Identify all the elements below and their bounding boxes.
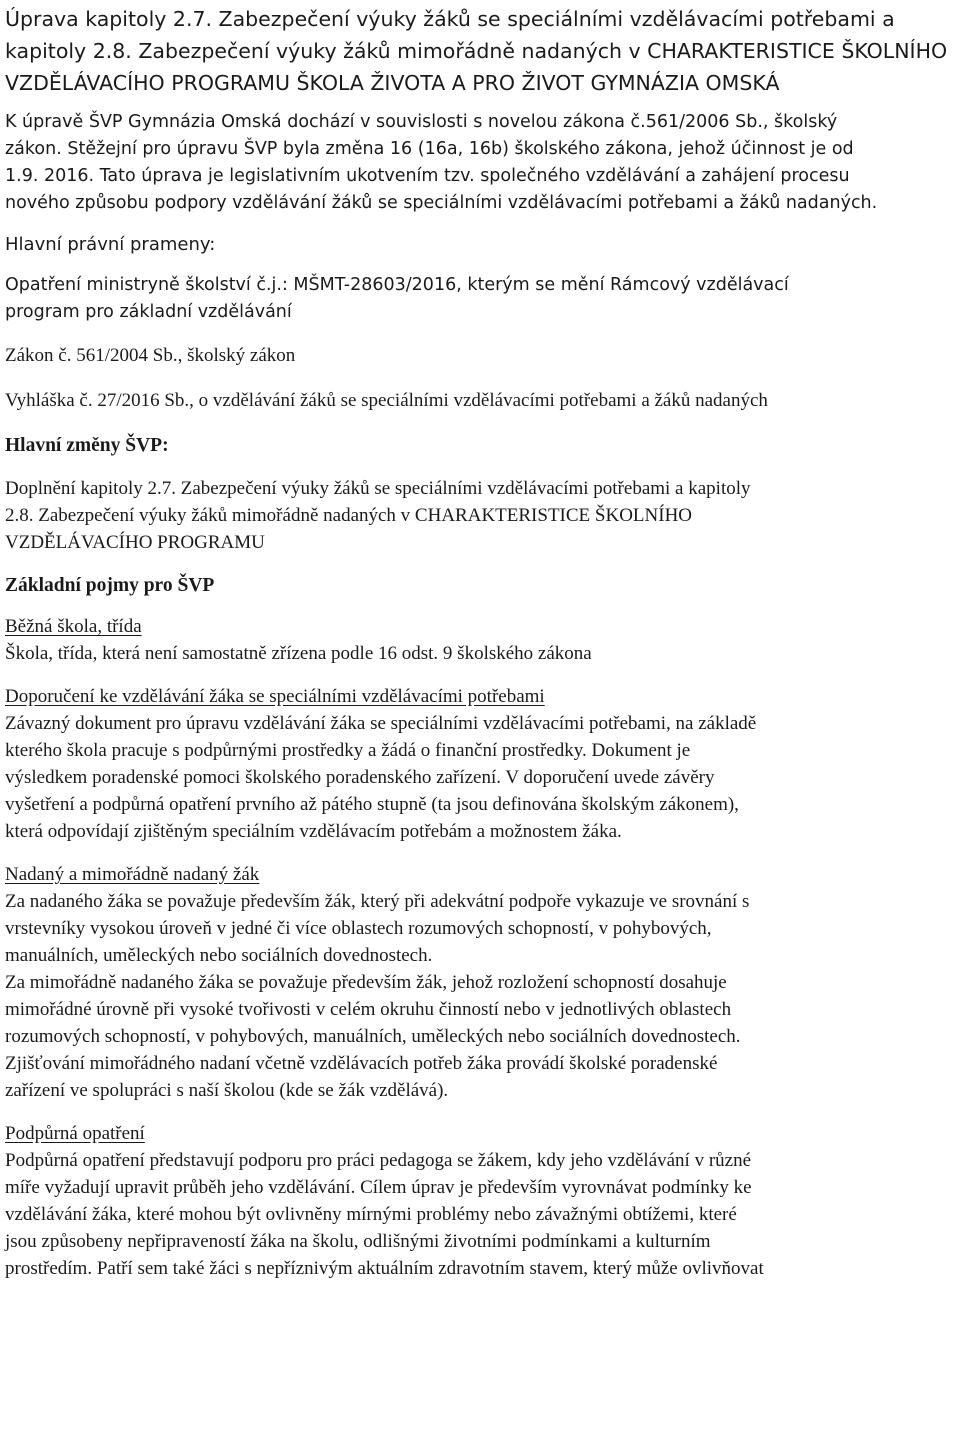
legal-source-line: program pro základní vzdělávání [5,302,292,322]
term-line: kterého škola pracuje s podpůrnými prostředky a žádá o finanční prostředky. Dokument je [5,740,691,761]
term-title: Běžná škola, třída [5,616,142,637]
legal-source-item: Zákon č. 561/2004 Sb., školský zákon [5,345,296,366]
intro-line: zákon. Stěžejní pro úpravu ŠVP byla změna 16 (16a, 16b) školského zákona, jehož účinnost je od [5,139,854,159]
term-line: Za nadaného žáka se považuje především žák, který při adekvátní podpoře vykazuje ve srovnání s [5,891,750,912]
main-changes-line: VZDĚLÁVACÍHO PROGRAMU [5,532,265,553]
term-line: zařízení ve spolupráci s naší školou (kde se žák vzdělává). [5,1080,449,1101]
basic-terms-heading: Základní pojmy pro ŠVP [5,575,215,596]
legal-source-item [5,272,953,326]
intro-line: nového způsobu podpory vzdělávání žáků se speciálními vzdělávacími potřebami a žáků nadaných. [5,193,878,213]
term-title: Podpůrná opatření [5,1123,145,1144]
term-line: vzdělávání žáka, které mohou být ovlivněny mírnými problémy nebo závažnými obtížemi, které [5,1204,737,1225]
term-line: výsledkem poradenské pomoci školského poradenského zařízení. V doporučení uvede závěry [5,767,715,788]
legal-sources-heading: Hlavní právní prameny: [5,234,216,255]
main-changes-line: Doplnění kapitoly 2.7. Zabezpečení výuky žáků se speciálními vzdělávacími potřebami a kapitoly [5,478,751,499]
term-line: jsou způsobeny nepřipraveností žáka na školu, odlišnými životními podmínkami a kulturním [5,1231,711,1252]
term-line: vyšetření a podpůrná opatření prvního až pátého stupně (ta jsou definována školským zákonem), [5,794,739,815]
legal-source-item: Vyhláška č. 27/2016 Sb., o vzdělávání žáků se speciálními vzdělávacími potřebami a žáků nadaných [5,390,768,411]
term-line: která odpovídají zjištěným speciálním vzdělávacím potřebám a možnostem žáka. [5,821,622,842]
term-line: Za mimořádně nadaného žáka se považuje především žák, jehož rozložení schopností dosahuje [5,972,727,993]
term-line: Škola, třída, která není samostatně zřízena podle 16 odst. 9 školského zákona [5,643,592,664]
main-changes-heading: Hlavní změny ŠVP: [5,435,169,456]
document-title: Úprava kapitoly 2.7. Zabezpečení výuky žáků se speciálními vzdělávacími potřebami a kapitoly 2.8. Zabezpečení výuky žáků mimořádně nadaných v CHARAKTERISTICE ŠKOLNÍHO VZDĚLÁVACÍHO PROGRAMU ŠKOLA ŽIVOTA A PRO ŽIVOT GYMNÁZIA OMSKÁ [5,7,948,95]
term-block [5,1120,953,1282]
term-line: mimořádné úrovně při vysoké tvořivosti v celém okruhu činností nebo v jednotlivých oblastech [5,999,732,1020]
legal-source-line: Opatření ministryně školství č.j.: MŠMT-28603/2016, kterým se mění Rámcový vzdělávací [5,275,789,295]
term-line: prostředím. Patří sem také žáci s nepříznivým aktuálním zdravotním stavem, který může ovlivňovat [5,1258,764,1279]
term-title: Doporučení ke vzdělávání žáka se speciálními vzdělávacími potřebami [5,686,545,707]
term-line: Závazný dokument pro úpravu vzdělávání žáka se speciálními vzdělávacími potřebami, na základě [5,713,757,734]
term-block [5,861,953,1104]
term-line: manuálních, uměleckých nebo sociálních dovednostech. [5,945,433,966]
term-block [5,613,953,667]
term-title: Nadaný a mimořádně nadaný žák [5,864,260,885]
intro-paragraph [5,109,953,217]
intro-line: 1.9. 2016. Tato úprava je legislativním ukotvením tzv. společného vzdělávání a zahájení procesu [5,166,850,186]
term-line: Zjišťování mimořádného nadaní včetně vzdělávacích potřeb žáka provádí školské poradenské [5,1053,718,1074]
term-block [5,683,953,845]
term-line: vrstevníky vysokou úroveň v jedné či více oblastech rozumových schopností, v pohybových, [5,918,712,939]
term-line: rozumových schopností, v pohybových, manuálních, uměleckých nebo sociálních dovednostech. [5,1026,741,1047]
main-changes-line: 2.8. Zabezpečení výuky žáků mimořádně nadaných v CHARAKTERISTICE ŠKOLNÍHO [5,505,693,526]
term-line: Podpůrná opatření představují podporu pro práci pedagoga se žákem, kdy jeho vzdělávání v různé [5,1150,752,1171]
main-changes-paragraph [5,475,953,556]
intro-line: K úpravě ŠVP Gymnázia Omská dochází v souvislosti s novelou zákona č.561/2006 Sb., školský [5,112,838,132]
term-line: míře vyžadují upravit průběh jeho vzdělávání. Cílem úprav je především vyrovnávat podmínky ke [5,1177,752,1198]
